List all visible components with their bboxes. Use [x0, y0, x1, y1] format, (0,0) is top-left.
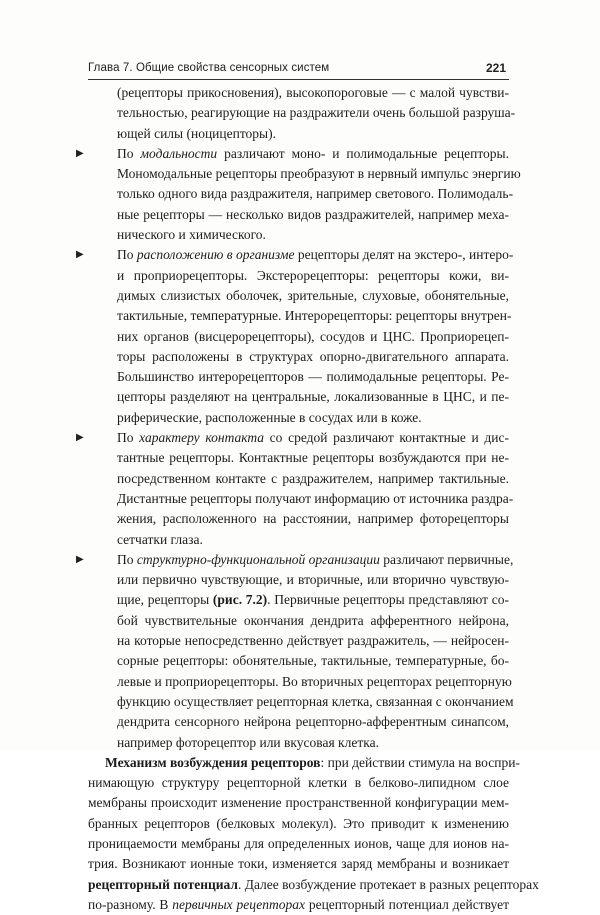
- bullet-modality-lead: ▶ По модальности различают моно- и полимодальные рецепторы.: [88, 144, 509, 164]
- bullet-structure-line: функцию осуществляет рецепторная клетка, связанная с окончанием: [117, 693, 514, 709]
- chapter-title: Глава 7. Общие свойства сенсорных систем: [88, 62, 330, 74]
- mechanism-line: нимающую структуру рецепторной клетки в белково-липидном слое: [88, 775, 509, 791]
- mechanism-line: по-разному. В первичных рецепторах рецепторный потенциал действует: [88, 896, 509, 912]
- bullet-location-line: Большинство интерорецепторов — полимодальные рецепторы. Ре-: [117, 369, 509, 385]
- bullet-location-line: них органов (висцерорецепторы), сосудов и ЦНС. Проприорецеп-: [117, 328, 509, 344]
- bullet-location-line: риферические, расположенные в сосудах или в коже.: [117, 409, 422, 425]
- bullet-structure-lead: ▶ По структурно-функциональной организации различают первичные,: [88, 550, 509, 570]
- bullet-marker-icon: ▶: [76, 432, 84, 444]
- bullet-marker-icon: ▶: [76, 553, 84, 565]
- bullet-contact-line: сетчатки глаза.: [117, 531, 203, 547]
- bullet-structure-line: левые и проприорецепторы. Во вторичных рецепторах рецепторную: [117, 673, 512, 689]
- bullet-modality-line: ные рецепторы — несколько видов раздражителей, например меха-: [117, 206, 509, 222]
- body-text: [76, 83, 539, 915]
- bullet-location-line: тактильные, температурные. Интерорецепторы: рецепторы внутрен-: [117, 308, 512, 324]
- mechanism-line: рецепторный потенциал. Далее возбуждение протекает в разных рецепторах: [88, 876, 539, 892]
- bullet-modality-line: только одного вида раздражителя, например светового. Полимодаль-: [117, 186, 514, 202]
- intro-line: ющей силы (ноцицепторы).: [117, 125, 276, 141]
- bullet-contact-line: посредственном контакте с раздражителем, например тактильные.: [117, 470, 509, 486]
- bullet-structure-line: например фоторецептор или вкусовая клетка.: [117, 734, 379, 750]
- bullet-contact-lead: ▶ По характеру контакта со средой различают контактные и дис-: [88, 428, 509, 448]
- mechanism-lead: Механизм возбуждения рецепторов: при действии стимула на воспри-: [105, 754, 520, 770]
- bullet-contact-line: тантные рецепторы. Контактные рецепторы возбуждаются при не-: [117, 450, 509, 466]
- bullet-location-line: димых слизистых оболочек, зрительные, слуховые, обонятельные,: [117, 287, 509, 303]
- page-number: 221: [485, 61, 506, 75]
- bullet-modality-line: Мономодальные рецепторы преобразуют в нервный импульс энергию: [117, 166, 521, 182]
- mechanism-line: трия. Возникают ионные токи, изменяется заряд мембраны и возникает: [88, 856, 509, 872]
- bullet-structure-line: бой чувствительные окончания дендрита афферентного нейрона,: [117, 612, 509, 628]
- bullet-structure-line: дендрита сенсорного нейрона рецепторно-афферентным синапсом,: [117, 714, 509, 730]
- mechanism-line: проницаемости мембраны для определенных ионов, чаще для ионов на-: [88, 835, 509, 851]
- bullet-location-line: торы расположены в структурах опорно-двигательного аппарата.: [117, 348, 509, 364]
- bullet-contact-line: Дистантные рецепторы получают информацию от источника раздра-: [117, 490, 514, 506]
- bullet-structure-line: сорные рецепторы: обонятельные, тактильные, температурные, бо-: [117, 653, 509, 669]
- figure-reference[interactable]: (рис. 7.2): [212, 592, 268, 608]
- bullet-structure-line: щие, рецепторы (рис. 7.2). Первичные рецепторы представляют со-: [117, 592, 509, 608]
- intro-line: (рецепторы прикосновения), высокопороговые — с малой чувстви-: [117, 85, 509, 100]
- bullet-marker-icon: ▶: [76, 147, 84, 159]
- intro-line: тельностью, реагирующие на раздражители очень большой разруша-: [117, 105, 516, 121]
- bullet-location-lead: ▶ По расположению в организме рецепторы делят на экстеро-, интеро-: [88, 245, 509, 265]
- bullet-structure-line: или первично чувствующие, и вторичные, или вторично чувствую-: [117, 572, 509, 588]
- header-rule: [88, 79, 509, 80]
- mechanism-line: бранных рецепторов (белковых молекул). Это приводит к изменению: [88, 815, 509, 831]
- running-header: [88, 60, 508, 78]
- bullet-location-line: цепторы разделяют на центральные, локализованные в ЦНС, и пе-: [117, 389, 509, 405]
- bullet-structure-line: на которые непосредственно действует раздражитель, — нейросен-: [117, 633, 509, 649]
- bullet-marker-icon: ▶: [76, 249, 84, 261]
- mechanism-line: мембраны происходит изменение пространственной конфигурации мем-: [88, 795, 509, 811]
- bullet-location-line: и проприорецепторы. Экстерорецепторы: рецепторы кожи, ви-: [117, 267, 509, 283]
- bullet-modality-line: нического и химического.: [117, 227, 266, 243]
- bullet-contact-line: жения, расположенного на расстоянии, например фоторецепторы: [117, 511, 509, 527]
